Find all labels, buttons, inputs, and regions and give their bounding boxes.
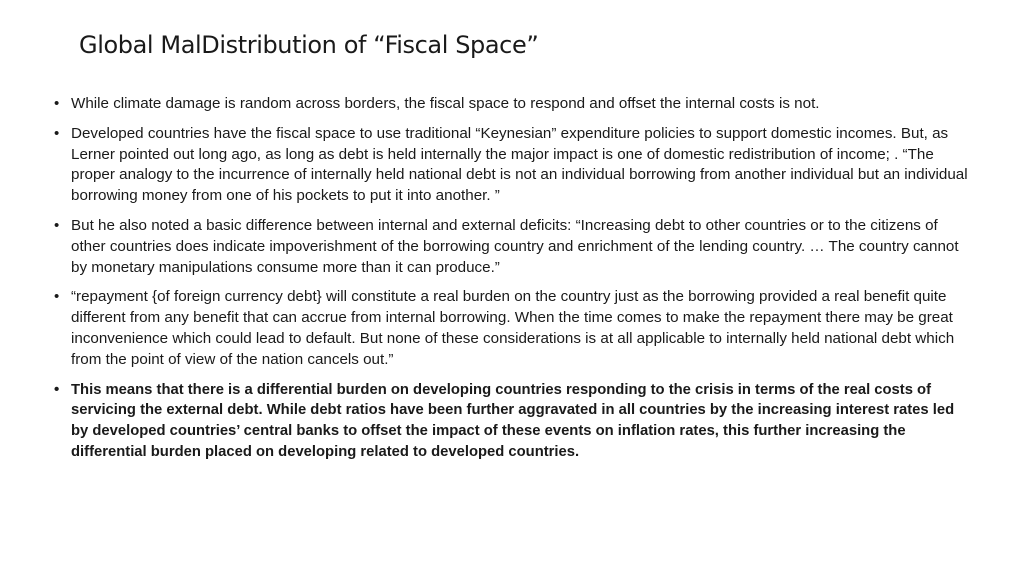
bullet-differential-burden: • This means that there is a differential burden on developing countries responding to the crisis in terms of the real costs of servicing the external debt. While debt ratios have been further aggravated in all countries by the increasing interest rates led by developed countries’ central banks to offset the impact of these events on inflation rates, this further increasing the differential burden placed on developing related to developed countries. — [53, 380, 973, 463]
bullet-climate-damage: • While climate damage is random across borders, the fiscal space to respond and offset the internal costs is not. — [53, 94, 973, 115]
bullet-list — [53, 94, 973, 472]
bullet-developed-fiscal-space: • Developed countries have the fiscal space to use traditional “Keynesian” expenditure policies to support domestic incomes. But, as Lerner pointed out long ago, as long as debt is held internally the major impact is one of domestic redistribution of income; . “The proper analogy to the incurrence of internally held national debt is not an individual borrowing from another individual but an individual borrowing money from one of his pockets to put it into another. ” — [53, 124, 973, 207]
slide-title: Global MalDistribution of “Fiscal Space” — [79, 31, 539, 59]
bullet-internal-external-deficits: • But he also noted a basic difference between internal and external deficits: “Increasing debt to other countries or to the citizens of other countries does indicate impoverishment of the borrowing country and enrichment of the lending country. … The country cannot by monetary manipulations consume more than it can produce.” — [53, 216, 973, 278]
bullet-repayment-burden: • “repayment {of foreign currency debt} will constitute a real burden on the country just as the borrowing provided a real benefit quite different from any benefit that can accrue from internal borrowing. When the time comes to make the repayment there may be great inconvenience which could lead to default. But none of these considerations is at all applicable to internally held national debt which from the point of view of the nation cancels out.” — [53, 287, 973, 370]
